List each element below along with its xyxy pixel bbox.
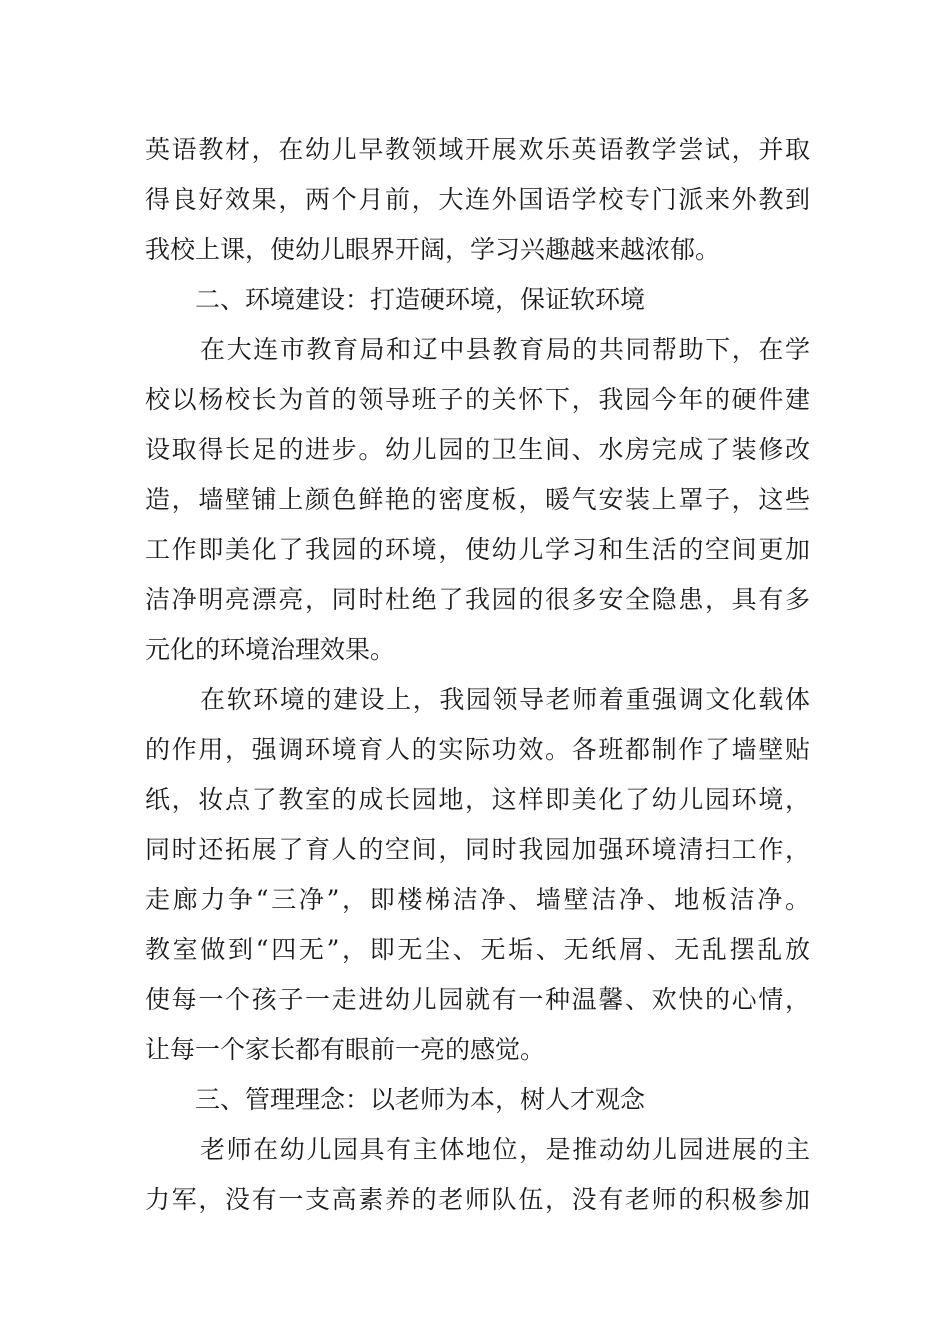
paragraph-line: 校以杨校长为首的领导班子的关怀下，我园今年的硬件建 — [145, 385, 810, 414]
paragraph-line: 在软环境的建设上，我园领导老师着重强调文化载体 — [200, 685, 810, 714]
paragraph-line: 力军，没有一支高素养的老师队伍，没有老师的积极参加 — [145, 1185, 810, 1214]
paragraph-line: 走廊力争“三净”，即楼梯洁净、墙壁洁净、地板洁净。 — [145, 885, 810, 914]
paragraph-line: 工作即美化了我园的环境，使幼儿学习和生活的空间更加 — [145, 535, 810, 564]
paragraph-line: 得良好效果，两个月前，大连外国语学校专门派来外教到 — [145, 185, 810, 214]
paragraph-line: 英语教材，在幼儿早教领域开展欢乐英语教学尝试，并取 — [145, 135, 810, 164]
section-heading-management: 三、管理理念：以老师为本，树人才观念 — [195, 1085, 646, 1114]
paragraph-line: 元化的环境治理效果。 — [145, 635, 396, 664]
paragraph-line: 造，墙壁铺上颜色鲜艳的密度板，暖气安装上罩子，这些 — [145, 485, 810, 514]
paragraph-line: 纸，妆点了教室的成长园地，这样即美化了幼儿园环境， — [145, 785, 810, 814]
paragraph-line: 同时还拓展了育人的空间，同时我园加强环境清扫工作， — [145, 835, 810, 864]
paragraph-line: 老师在幼儿园具有主体地位，是推动幼儿园进展的主 — [200, 1135, 810, 1164]
paragraph-line: 让每一个家长都有眼前一亮的感觉。 — [145, 1035, 546, 1064]
paragraph-line: 我校上课，使幼儿眼界开阔，学习兴趣越来越浓郁。 — [145, 235, 721, 264]
paragraph-line: 设取得长足的进步。幼儿园的卫生间、水房完成了装修改 — [145, 435, 810, 464]
section-heading-environment: 二、环境建设：打造硬环境，保证软环境 — [195, 285, 646, 314]
paragraph-line: 的作用，强调环境育人的实际功效。各班都制作了墙壁贴 — [145, 735, 810, 764]
paragraph-line: 使每一个孩子一走进幼儿园就有一种温馨、欢快的心情， — [145, 985, 810, 1014]
paragraph-line: 教室做到“四无”，即无尘、无垢、无纸屑、无乱摆乱放 — [145, 935, 810, 964]
paragraph-line: 洁净明亮漂亮，同时杜绝了我园的很多安全隐患，具有多 — [145, 585, 810, 614]
paragraph-line: 在大连市教育局和辽中县教育局的共同帮助下，在学 — [200, 335, 810, 364]
